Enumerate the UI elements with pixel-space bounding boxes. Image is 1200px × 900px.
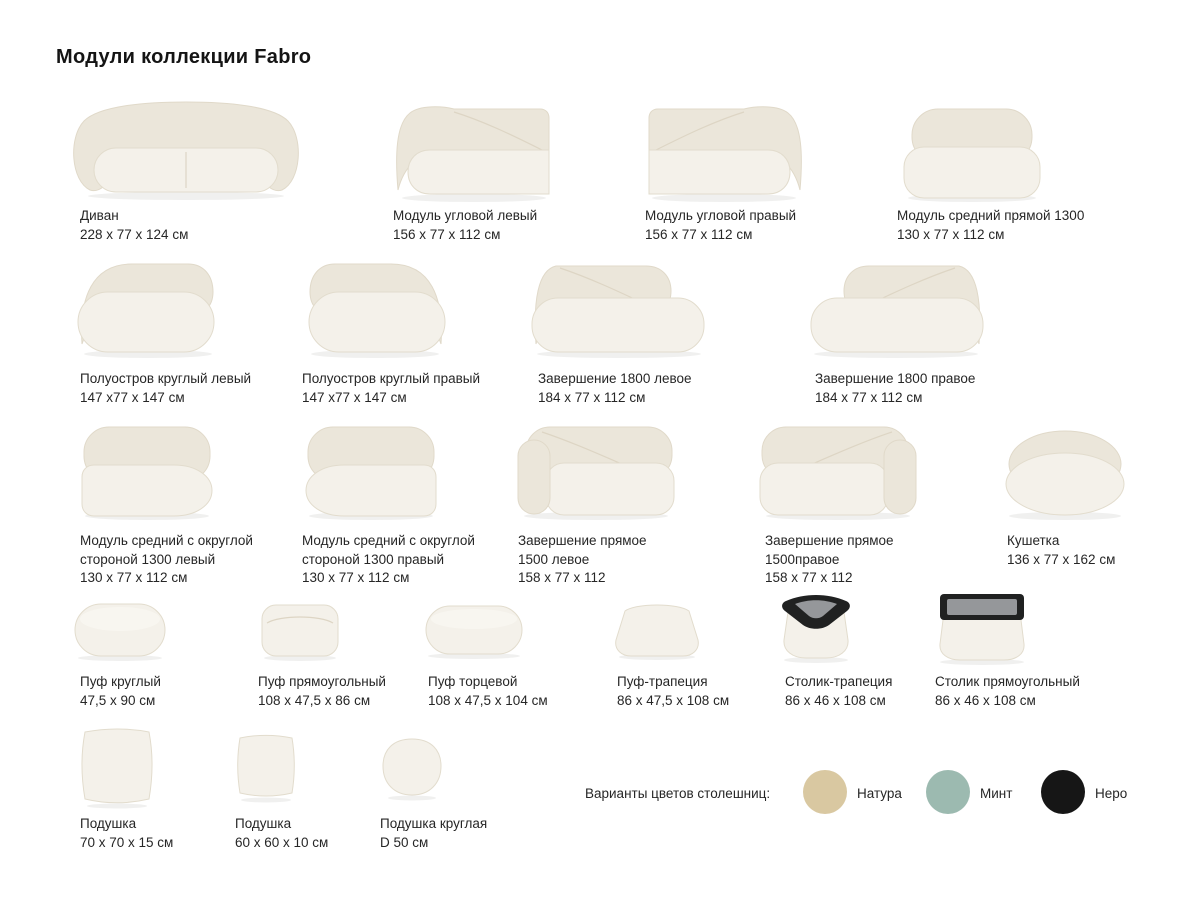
item-name: Пуф-трапеция — [617, 674, 708, 689]
item-name: Завершение 1800 левое — [538, 371, 692, 386]
item-name: Завершение 1800 правое — [815, 371, 976, 386]
item-label — [302, 532, 497, 588]
item-dims: 184 x 77 x 112 см — [538, 389, 646, 405]
item-label — [380, 815, 540, 852]
item-label — [935, 673, 1105, 710]
peninsula-round-right-image — [296, 256, 451, 358]
pouf-trapezoid-image — [608, 600, 706, 660]
item-label — [765, 532, 905, 588]
item-label — [897, 207, 1112, 244]
pillow-square-small-image — [232, 732, 300, 804]
item-name: Модуль угловой правый — [645, 208, 797, 223]
item-label — [80, 673, 250, 710]
item-dims: 86 x 46 x 108 см — [935, 692, 1036, 708]
item-dims: 158 x 77 x 112 — [518, 570, 606, 586]
item-label — [645, 207, 855, 244]
item-name: Полуостров круглый правый — [302, 371, 481, 386]
item-dims: 156 x 77 x 112 см — [393, 226, 501, 242]
item-label — [538, 370, 758, 407]
item-dims: 86 x 47,5 x 108 см — [617, 692, 730, 708]
item-name: Кушетка — [1007, 533, 1060, 548]
item-dims: 158 x 77 x 112 — [765, 570, 853, 586]
pillow-square-large-image — [76, 726, 158, 810]
middle-module-rounded-side-right-image — [296, 420, 446, 520]
end-module-1800-right-image — [804, 256, 989, 358]
color-swatch-mint — [926, 770, 970, 814]
item-name: Подушка — [80, 816, 137, 831]
item-dims: 136 x 77 x 162 см — [1007, 551, 1116, 567]
item-dims: 147 x77 x 147 см — [80, 389, 185, 405]
item-name: Модуль средний с округлой стороной 1300 правый — [302, 533, 475, 567]
item-label — [235, 815, 385, 852]
end-module-straight-1500-left-image — [512, 420, 680, 520]
item-label — [302, 370, 512, 407]
item-label — [518, 532, 658, 588]
item-label — [80, 532, 275, 588]
legend-swatch-name-natura: Натура — [857, 786, 902, 801]
item-label — [393, 207, 603, 244]
item-dims: 184 x 77 x 112 см — [815, 389, 923, 405]
peninsula-round-left-image — [72, 256, 227, 358]
item-dims: D 50 см — [380, 834, 429, 850]
item-name: Модуль средний с округлой стороной 1300 левый — [80, 533, 253, 567]
item-dims: 130 x 77 x 112 см — [302, 570, 410, 586]
daybed-image — [998, 424, 1133, 520]
middle-module-image — [892, 102, 1052, 202]
item-dims: 156 x 77 x 112 см — [645, 226, 753, 242]
item-label — [80, 815, 230, 852]
item-label — [815, 370, 1035, 407]
divan-image — [66, 96, 306, 201]
item-label — [617, 673, 787, 710]
item-dims: 108 x 47,5 x 86 см — [258, 692, 371, 708]
end-module-straight-1500-right-image — [754, 420, 922, 520]
item-dims: 70 x 70 x 15 см — [80, 834, 174, 850]
item-label — [785, 673, 935, 710]
color-swatch-nero — [1041, 770, 1085, 814]
item-name: Подушка круглая — [380, 816, 488, 831]
item-name: Пуф прямоугольный — [258, 674, 386, 689]
item-dims: 228 x 77 x 124 см — [80, 226, 189, 242]
item-name: Модуль средний прямой 1300 — [897, 208, 1085, 223]
item-label — [428, 673, 598, 710]
item-label — [1007, 532, 1157, 569]
pillow-round-image — [378, 736, 446, 802]
table-rect-image — [928, 588, 1036, 666]
corner-module-left-image — [390, 100, 555, 202]
item-name: Подушка — [235, 816, 292, 831]
table-trapezoid-image — [774, 592, 858, 664]
color-swatch-natura — [803, 770, 847, 814]
item-name: Полуостров круглый левый — [80, 371, 252, 386]
item-name: Пуф торцевой — [428, 674, 518, 689]
item-dims: 130 x 77 x 112 см — [80, 570, 188, 586]
item-name: Столик прямоугольный — [935, 674, 1080, 689]
pouf-round-image — [68, 598, 173, 662]
item-name: Завершение прямое 1500 левое — [518, 533, 647, 567]
pouf-rect-image — [254, 598, 346, 662]
pouf-end-image — [420, 600, 528, 660]
item-label — [80, 370, 290, 407]
item-dims: 86 x 46 x 108 см — [785, 692, 886, 708]
item-dims: 108 x 47,5 x 104 см — [428, 692, 548, 708]
item-name: Модуль угловой левый — [393, 208, 538, 223]
middle-module-rounded-side-left-image — [72, 420, 222, 520]
legend-swatch-name-mint: Минт — [980, 786, 1013, 801]
corner-module-right-image — [643, 100, 808, 202]
end-module-1800-left-image — [526, 256, 711, 358]
item-dims: 60 x 60 x 10 см — [235, 834, 329, 850]
item-name: Столик-трапеция — [785, 674, 893, 689]
item-name: Диван — [80, 208, 119, 223]
legend-title: Варианты цветов столешниц: — [585, 786, 771, 801]
item-dims: 130 x 77 x 112 см — [897, 226, 1005, 242]
item-label — [258, 673, 428, 710]
page-title: Модули коллекции Fabro — [56, 46, 312, 68]
legend-swatch-name-nero: Неро — [1095, 786, 1128, 801]
item-dims: 47,5 x 90 см — [80, 692, 156, 708]
item-name: Пуф круглый — [80, 674, 161, 689]
item-label — [80, 207, 290, 244]
item-name: Завершение прямое 1500правое — [765, 533, 894, 567]
item-dims: 147 x77 x 147 см — [302, 389, 407, 405]
